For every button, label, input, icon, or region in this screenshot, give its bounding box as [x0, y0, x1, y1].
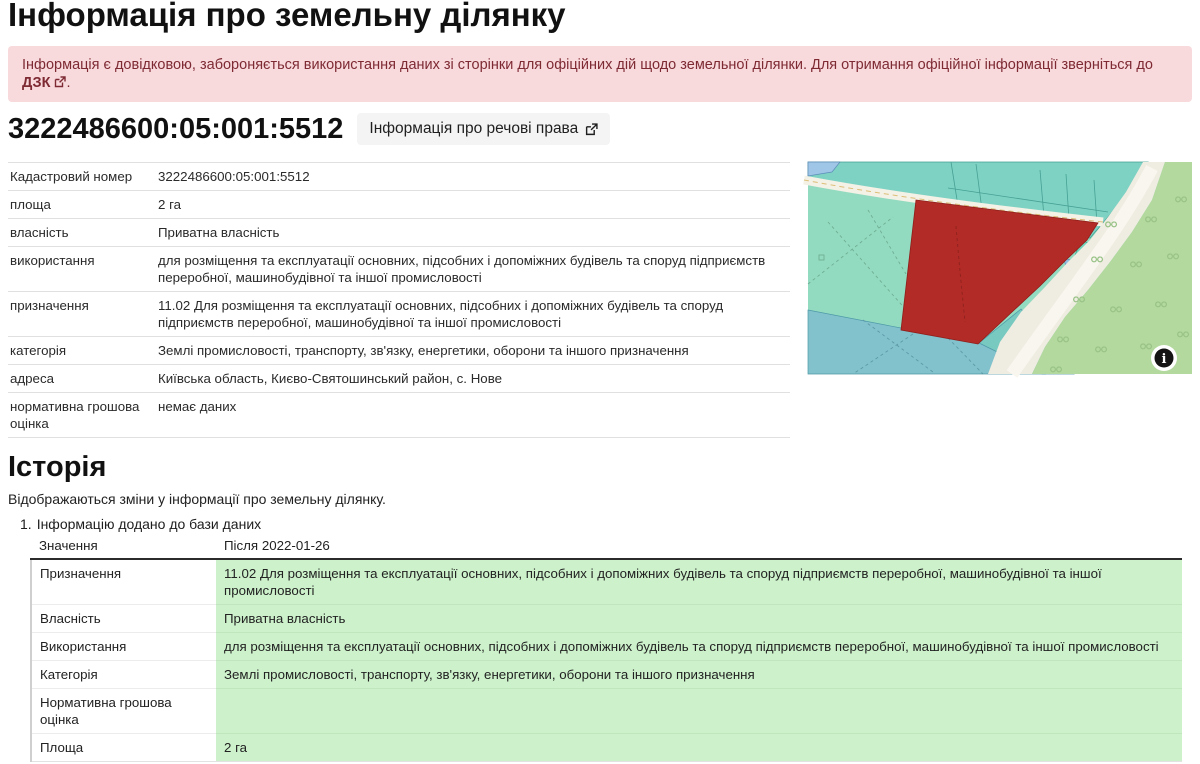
- detail-label: нормативна грошова оцінка: [8, 393, 156, 438]
- cadastre-number: 3222486600:05:001:5512: [8, 112, 344, 145]
- table-row: [31, 633, 1182, 661]
- table-row: [8, 291, 790, 336]
- detail-label: адреса: [8, 365, 156, 393]
- external-link-icon: [54, 76, 66, 88]
- table-row: [8, 337, 790, 365]
- external-link-icon: [585, 123, 598, 136]
- table-row: [31, 605, 1182, 633]
- history-heading: Історія: [8, 451, 107, 484]
- history-label: Нормативна грошова оцінка: [31, 689, 216, 734]
- history-period-header: Після 2022-01-26: [216, 535, 1182, 559]
- cadastre-header: [8, 113, 1192, 146]
- info-icon: i: [1161, 351, 1167, 367]
- history-value: Приватна власність: [216, 605, 1182, 633]
- table-row: [31, 689, 1182, 734]
- property-rights-button[interactable]: [357, 113, 610, 145]
- table-row: [8, 393, 790, 438]
- table-row: [8, 246, 790, 291]
- history-entry-title: Інформацію додано до бази даних: [36, 516, 262, 533]
- history-value: 2 га: [216, 734, 1182, 762]
- property-rights-button-label: Інформація про речові права: [369, 120, 579, 138]
- page-title: Інформація про земельну ділянку: [8, 0, 566, 33]
- detail-value: 3222486600:05:001:5512: [156, 162, 790, 190]
- detail-value: 2 га: [156, 190, 790, 218]
- detail-label: площа: [8, 190, 156, 218]
- detail-value: Київська область, Києво-Святошинський район, с. Нове: [156, 365, 790, 393]
- history-value: 11.02 Для розміщення та експлуатації основних, підсобних і допоміжних будівель та споруд підприємств переробної, машинобудівної та іншої промисловості: [216, 559, 1182, 605]
- history-value: Землі промисловості, транспорту, зв'язку, енергетики, оборони та іншого призначення: [216, 661, 1182, 689]
- history-entry: [20, 516, 1192, 762]
- history-value: [216, 689, 1182, 734]
- table-row: [8, 162, 790, 190]
- detail-label: Кадастровий номер: [8, 162, 156, 190]
- table-row: [8, 218, 790, 246]
- detail-value: Землі промисловості, транспорту, зв'язку, енергетики, оборони та іншого призначення: [156, 337, 790, 365]
- table-row: [8, 365, 790, 393]
- table-row: [8, 190, 790, 218]
- detail-value: Приватна власність: [156, 218, 790, 246]
- disclaimer-alert: [8, 46, 1192, 102]
- map-canvas: [808, 162, 1192, 374]
- table-row: [31, 559, 1182, 605]
- history-entry-index: 1.: [20, 516, 32, 533]
- history-value: для розміщення та експлуатації основних, підсобних і допоміжних будівель та споруд підприємств переробної, машинобудівної та іншої промисловості: [216, 633, 1182, 661]
- detail-label: власність: [8, 218, 156, 246]
- history-label: Категорія: [31, 661, 216, 689]
- history-label: Використання: [31, 633, 216, 661]
- detail-value: для розміщення та експлуатації основних, підсобних і допоміжних будівель та споруд підприємств переробної, машинобудівної та іншої промисловості: [156, 246, 790, 291]
- disclaimer-text: Інформація є довідковою, забороняється використання даних зі сторінки для офіційних дій щодо земельної ділянки. Для отримання офіційної інформації зверніться до: [22, 56, 1153, 73]
- dzk-link[interactable]: ДЗК: [22, 74, 51, 91]
- detail-value: 11.02 Для розміщення та експлуатації основних, підсобних і допоміжних будівель та споруд підприємств переробної, машинобудівної та іншої промисловості: [156, 291, 790, 336]
- history-header-row: [31, 535, 1182, 559]
- detail-value: немає даних: [156, 393, 790, 438]
- detail-label: призначення: [8, 291, 156, 336]
- history-description: Відображаються зміни у інформації про земельну ділянку.: [8, 491, 386, 508]
- map-info-button[interactable]: [1151, 345, 1177, 371]
- main-content: [8, 162, 1192, 438]
- history-label: Площа: [31, 734, 216, 762]
- history-label: Власність: [31, 605, 216, 633]
- history-table: [30, 535, 1182, 762]
- history-entry-header: [20, 516, 1192, 532]
- disclaimer-period: .: [66, 74, 71, 91]
- table-row: [31, 734, 1182, 762]
- history-value-header: Значення: [31, 535, 216, 559]
- history-label: Призначення: [31, 559, 216, 605]
- detail-label: використання: [8, 246, 156, 291]
- detail-label: категорія: [8, 337, 156, 365]
- parcel-map[interactable]: [808, 162, 1192, 374]
- parcel-details-table: [8, 162, 790, 438]
- table-row: [31, 661, 1182, 689]
